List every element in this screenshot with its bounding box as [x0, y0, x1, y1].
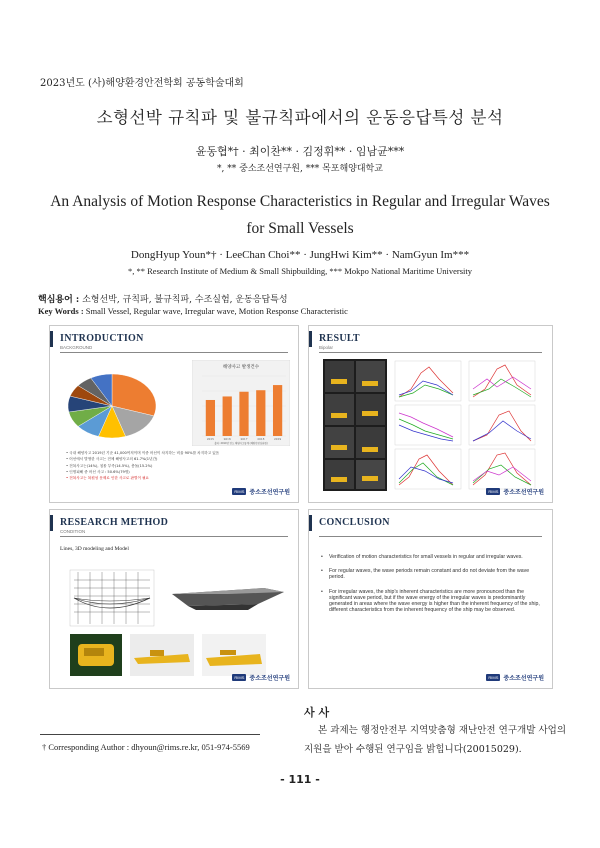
logo-text: 중소조선연구원 — [249, 489, 290, 496]
slide-result — [308, 325, 553, 503]
bar-chart-caption: 출처: 2019년 연도 해양사고통계 (해양안전심판원) — [214, 442, 268, 445]
bar-category-label: 2016 — [223, 437, 231, 441]
intro-bullet-highlight: • 전복사고는 복원성 문제로 인한 사고로 판별이 필요 — [66, 476, 150, 481]
intro-bullet: • 전복사고는(14%), 침몰 부족(14.5%), 충돌(15.2%) — [66, 463, 153, 468]
pie-chart — [64, 364, 160, 448]
acknowledgment-text: 본 과제는 행정안전부 지역맞춤형 재난안전 연구개발 사업의 지원을 받아 수행된 연구임을 밝힙니다(20015029). — [304, 725, 566, 755]
keywords-english-text: Small Vessel, Regular wave, Irregular wave, Motion Response Characteristic — [85, 306, 348, 316]
slide-rule — [60, 352, 288, 353]
slide-title: RESULT — [319, 333, 360, 344]
conclusion-bullet: • For regular waves, the wave periods remain constant and do not deviate from the wave period. — [321, 568, 540, 580]
slide-rule — [60, 536, 288, 537]
authors-english: DongHyup Youn*† · LeeChan Choi** · JungHwi Kim** · NamGyun Im*** — [130, 249, 470, 261]
institute-logo — [232, 487, 290, 496]
bar — [273, 385, 282, 436]
slide-accent-bar — [309, 515, 312, 531]
intro-bullets — [66, 450, 219, 481]
keywords-english-label: Key Words : — [38, 306, 84, 316]
logo-icon: RIMS — [488, 489, 499, 494]
footnote-rule — [40, 734, 260, 735]
intro-bullet: • 국내 해양사고 2019년 기준 41,000여척이며 이중 어선이 차지하는 비율 90%를 차지하고 있음 — [66, 451, 220, 455]
slide-research-method — [49, 509, 299, 689]
institute-logo — [486, 487, 544, 496]
institute-logo — [232, 673, 290, 682]
slide-title: RESEARCH METHOD — [60, 517, 169, 528]
slide-conclusion — [308, 509, 553, 689]
bar — [256, 390, 265, 436]
conclusion-bullets — [321, 554, 540, 621]
affiliation-english: *, ** Research Institute of Medium & Small Shipbuilding, *** Mokpo National Maritime University — [128, 266, 472, 276]
keywords-korean-label: 핵심용어 : — [38, 295, 80, 305]
title-english: An Analysis of Motion Response Characteristics in Regular and Irregular Waves for Small Vessels — [50, 193, 550, 237]
bar-chart-title: 해양사고 발생건수 — [222, 365, 260, 370]
slide-subtitle: BACKGROUND — [60, 345, 93, 350]
bar — [239, 392, 248, 436]
bar-category-label: 2018 — [257, 437, 265, 441]
logo-icon: RIMS — [234, 675, 245, 680]
slide-rule — [319, 536, 542, 537]
bar — [206, 400, 215, 436]
hull-3d-model — [168, 580, 288, 614]
conclusion-bullet: • For irregular waves, the ship's inherent characteristics are more pronounced than the significant wave period, but if the wave energy of the irregular waves is predominantly generated in areas where the wave energy is higher than the inherent frequency of the ship, different characteristics from the inherent frequency of the ship may be observed. — [321, 589, 540, 614]
slide-introduction — [49, 325, 299, 503]
model-photos — [70, 634, 266, 676]
intro-bullet: • 어선에서 발생한 사고는 전체 해양사고의 61.7%(1년간) — [66, 457, 158, 462]
slide-title: CONCLUSION — [319, 517, 390, 528]
affiliation-korean: *, ** 중소조선연구원, *** 목포해양대학교 — [217, 164, 383, 174]
authors-korean: 윤동협*† · 최이찬** · 김정휘** · 임남균*** — [195, 145, 405, 158]
keywords-korean — [38, 292, 288, 305]
slide-rule — [319, 352, 542, 353]
slide-subtitle: Bipolar — [319, 345, 334, 350]
keywords-english — [38, 306, 348, 316]
bar — [223, 396, 232, 436]
logo-icon: RIMS — [234, 489, 245, 494]
slide-subtitle: CONDITION — [60, 529, 86, 534]
page-number: - 111 - — [280, 773, 320, 786]
logo-text: 중소조선연구원 — [503, 489, 544, 496]
bar-category-label: 2017 — [240, 437, 248, 441]
institute-logo — [486, 673, 544, 682]
title-korean: 소형선박 규칙파 및 불규칙파에서의 운동응답특성 분석 — [96, 108, 504, 127]
logo-icon: RIMS — [488, 675, 499, 680]
bar-category-label: 2019 — [274, 437, 282, 441]
bar-chart — [192, 360, 290, 446]
intro-bullet: • 인명피해 중 어선 사고 : 50.6%(79명) — [66, 469, 130, 474]
conclusion-bullet: • Verification of motion characteristics for small vessels in regular and irregular waves. — [321, 554, 540, 560]
logo-text: 중소조선연구원 — [249, 675, 290, 682]
result-response-plots — [393, 359, 543, 491]
conference-name: 2023년도 (사)해양환경안전학회 공동학술대회 — [40, 78, 244, 89]
slide-accent-bar — [50, 515, 53, 531]
method-caption: Lines, 3D modeling and Model — [60, 546, 129, 552]
slide-accent-bar — [309, 331, 312, 347]
bar-category-label: 2015 — [206, 437, 214, 441]
lines-plan-drawing — [68, 568, 156, 628]
result-photos — [323, 359, 387, 491]
slide-title: INTRODUCTION — [60, 333, 144, 344]
keywords-korean-text: 소형선박, 규칙파, 불규칙파, 수조실험, 운동응답특성 — [82, 295, 288, 305]
acknowledgment-heading: 사 사 — [304, 706, 330, 719]
slide-accent-bar — [50, 331, 53, 347]
logo-text: 중소조선연구원 — [503, 675, 544, 682]
footnote-corresponding-author: † Corresponding Author : dhyoun@rims.re.kr, 051-974-5569 — [42, 742, 250, 752]
